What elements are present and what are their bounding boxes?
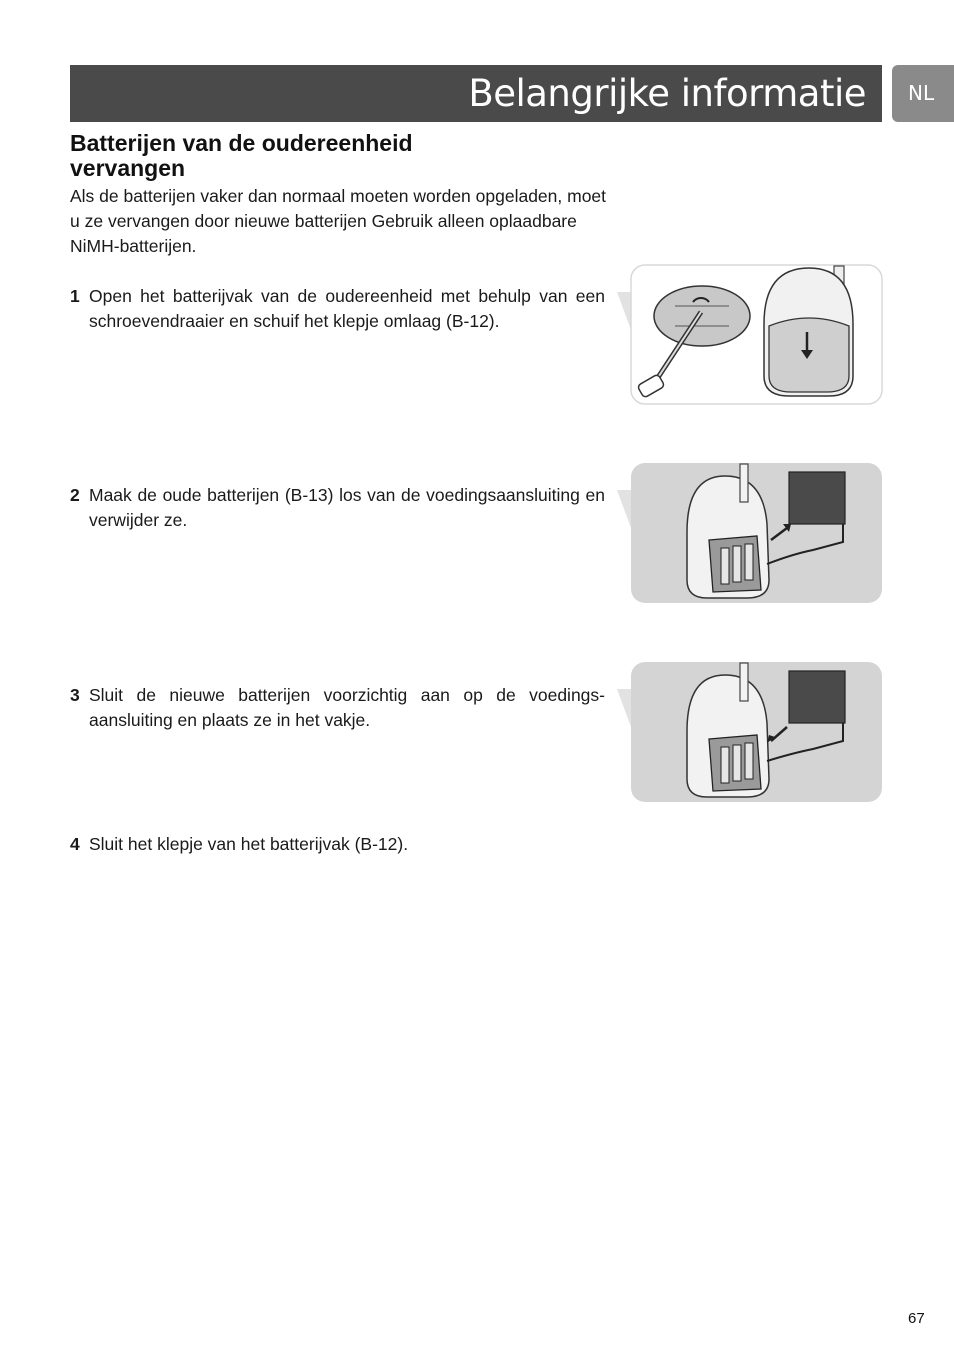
- figure-insert-batteries: [617, 661, 883, 803]
- step-text: Open het batterijvak van de oudereenheid met behulp van een schroevendraaier en schuif het klepje omlaag (B-12).: [89, 286, 605, 331]
- step-3: [70, 683, 605, 733]
- step-4: [70, 832, 605, 857]
- page-number: 67: [908, 1310, 925, 1327]
- step-number: 1: [70, 286, 80, 306]
- step-text: Sluit het klepje van het batterijvak (B-12).: [89, 834, 409, 854]
- language-tab: [892, 65, 954, 122]
- insert-batteries-illustration: [617, 661, 883, 803]
- figure-remove-batteries: [617, 462, 883, 604]
- step-text: Sluit de nieuwe batterijen voorzichtig aan op de voedings-aansluiting en plaats ze in het vakje.: [89, 685, 605, 730]
- remove-batteries-illustration: [617, 462, 883, 604]
- page-title: Belangrijke informatie: [468, 72, 866, 115]
- header-bar: [70, 65, 882, 122]
- step-number: 2: [70, 485, 80, 505]
- language-tab-label: NL: [908, 81, 935, 105]
- step-2: [70, 483, 605, 533]
- section-heading: Batterijen van de oudereenheid vervangen: [70, 130, 413, 181]
- screwdriver-open-battery-cover-illustration: [617, 264, 883, 406]
- step-number: 3: [70, 685, 80, 705]
- step-1: [70, 284, 605, 334]
- intro-paragraph: Als de batterijen vaker dan normaal moeten worden opgeladen, moet u ze vervangen door nieuwe batterijen Gebruik alleen oplaadbare NiMH-batterijen.: [70, 186, 607, 256]
- figure-open-cover: [617, 264, 883, 406]
- step-text: Maak de oude batterijen (B-13) los van de voedingsaansluiting en verwijder ze.: [89, 485, 605, 530]
- step-number: 4: [70, 834, 80, 854]
